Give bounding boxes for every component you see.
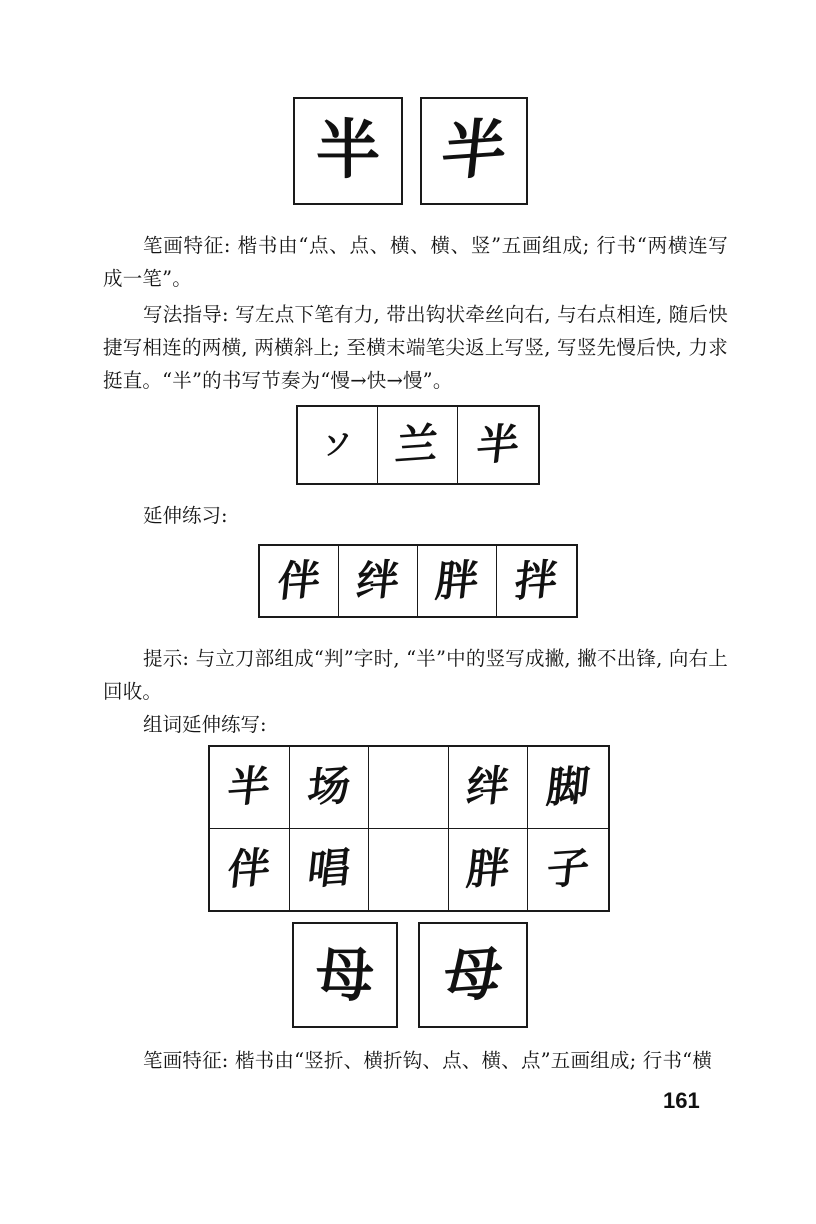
extension-practice-label: 延伸练习: [143,504,228,527]
word-cell: 半 [210,747,290,829]
word-cell: 唱 [290,829,370,911]
model-character: 半 [316,114,380,188]
stroke-features-ban: 笔画特征: 楷书由“点、点、横、横、竖”五画组成; 行书“两横连写成一笔”。 [103,234,728,290]
stroke-features-mu: 笔画特征: 楷书由“竖折、横折钩、点、横、点”五画组成; 行书“横 [143,1049,713,1072]
stroke-order-step-1: ソ [298,407,378,483]
word-cell: 伴 [210,829,290,911]
model-character: 母 [315,941,374,1009]
model-box-regular-ban [293,97,403,205]
extension-character: 胖 [418,546,497,616]
extension-character: 绊 [339,546,418,616]
word-cell: 胖 [449,829,529,911]
model-box-running-ban [420,97,528,205]
word-cell-empty [369,747,449,829]
word-cell: 绊 [449,747,529,829]
extension-character: 伴 [260,546,339,616]
model-box-running-mu [418,922,528,1028]
word-cell: 场 [290,747,370,829]
stroke-order-strip [296,405,540,485]
stroke-order-step-2: 兰 [378,407,458,483]
page-number: 161 [663,1088,700,1113]
model-character: 半 [437,111,511,191]
word-cell-empty [369,829,449,911]
writing-guide-ban: 写法指导: 写左点下笔有力, 带出钩状牵丝向右, 与右点相连, 随后快捷写相连的两横, 两横斜上; 至横末端笔尖返上写竖, 写竖先慢后快, 力求挺直。“半”的书写节奏为“慢→快→慢”。 [103,303,728,392]
model-character: 母 [440,939,506,1011]
tip-paragraph: 提示: 与立刀部组成“判”字时, “半”中的竖写成撇, 撇不出锋, 向右上回收。 [103,647,728,703]
extension-character: 拌 [512,554,561,607]
model-box-regular-mu [292,922,398,1028]
word-practice-grid [208,745,610,912]
extension-practice-strip [258,544,578,618]
word-cell: 子 [544,842,593,895]
word-practice-label: 组词延伸练写: [143,713,267,736]
stroke-order-step-3: 半 [474,418,522,471]
word-cell: 脚 [528,747,608,829]
